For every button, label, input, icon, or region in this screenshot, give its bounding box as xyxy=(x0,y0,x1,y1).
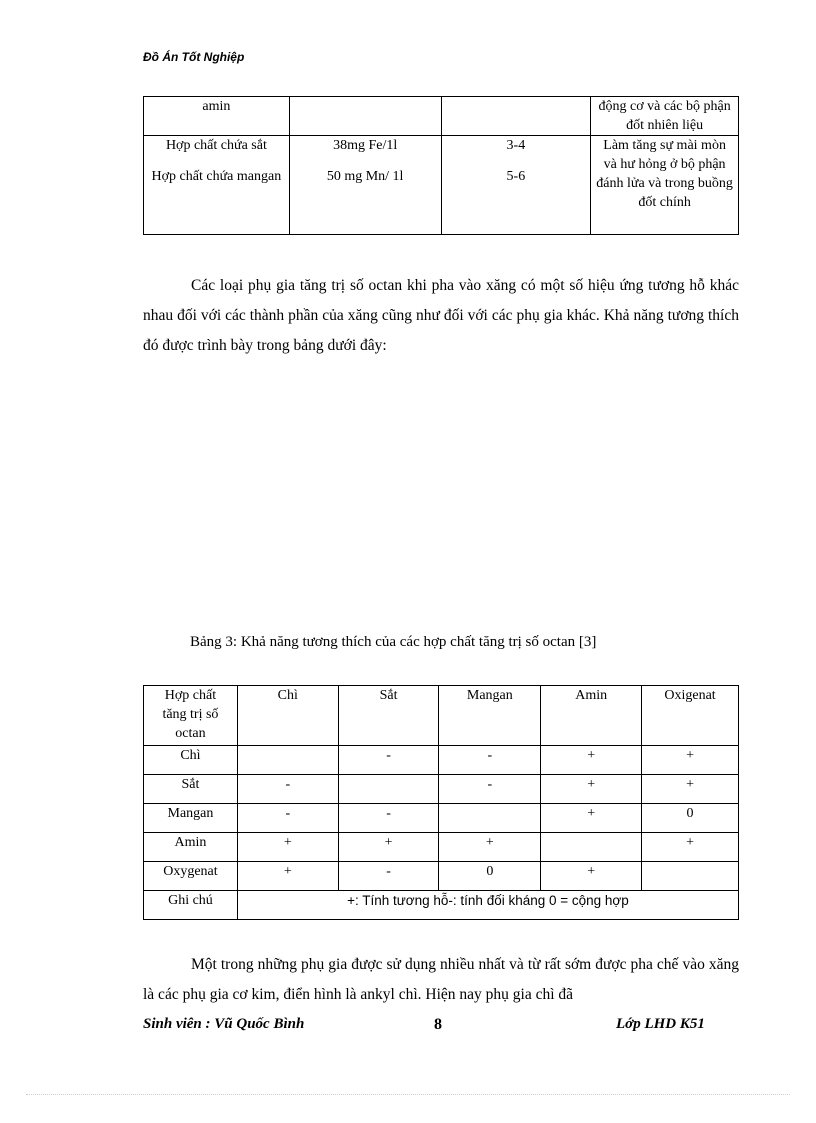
table-cell-text: Hợp chất chứa sắt xyxy=(165,138,267,153)
table-cell: + xyxy=(642,833,739,862)
table-row xyxy=(144,97,739,136)
table-cell xyxy=(541,833,642,862)
compatibility-table xyxy=(143,685,739,920)
table-cell: - xyxy=(237,775,338,804)
table-cell xyxy=(439,804,541,833)
table-header-cell: Chì xyxy=(237,686,338,746)
table-row xyxy=(144,833,739,862)
table-header-cell: Amin xyxy=(541,686,642,746)
table-cell: + xyxy=(541,804,642,833)
table-cell-text: 5-6 xyxy=(506,169,526,184)
footer-class: Lớp LHD K51 xyxy=(616,1016,705,1032)
table-cell: - xyxy=(439,775,541,804)
table-row xyxy=(144,862,739,891)
table-cell: - xyxy=(439,746,541,775)
table-cell: 0 xyxy=(439,862,541,891)
table-cell: + xyxy=(541,746,642,775)
table-cell: - xyxy=(338,804,439,833)
table-cell: Chì xyxy=(144,746,238,775)
table-cell: - xyxy=(338,746,439,775)
table-row xyxy=(144,804,739,833)
table-note-label: Ghi chú xyxy=(144,891,238,920)
document-header: Đồ Án Tốt Nghiệp xyxy=(143,50,245,64)
table-note-text: +: Tính tương hỗ-: tính đối kháng 0 = cộng hợp xyxy=(237,891,738,920)
table-cell: Mangan xyxy=(144,804,238,833)
table-cell: động cơ và các bộ phận đốt nhiên liệu xyxy=(591,97,739,136)
table-caption: Bảng 3: Khả năng tương thích của các hợp chất tăng trị số octan [3] xyxy=(190,634,597,650)
table-cell: + xyxy=(541,862,642,891)
footer-page-number: 8 xyxy=(434,1016,442,1033)
page-bottom-divider xyxy=(26,1094,790,1095)
paragraph-lead-additive xyxy=(143,950,739,1010)
table-row xyxy=(144,136,739,235)
paragraph-text: Các loại phụ gia tăng trị số octan khi pha vào xăng có một số hiệu ứng tương hỗ khác nhau đối với các thành phần của xăng cũng như đối với các phụ gia khác. Khả năng tương thích đó được trình bày trong bảng dưới đây: xyxy=(143,277,739,354)
table-cell xyxy=(144,136,290,235)
table-cell: + xyxy=(642,746,739,775)
table-cell: - xyxy=(237,804,338,833)
table-cell xyxy=(338,775,439,804)
table-cell: amin xyxy=(144,97,290,136)
table-row xyxy=(144,746,739,775)
table-cell: + xyxy=(541,775,642,804)
table-header-cell: Sắt xyxy=(338,686,439,746)
table-cell: Sắt xyxy=(144,775,238,804)
table-cell: 0 xyxy=(642,804,739,833)
table-header-cell: Oxigenat xyxy=(642,686,739,746)
table-cell xyxy=(237,746,338,775)
table-cell: + xyxy=(338,833,439,862)
table-note-row xyxy=(144,891,739,920)
table-cell: + xyxy=(642,775,739,804)
table-cell xyxy=(289,136,441,235)
table-cell: + xyxy=(237,862,338,891)
table-cell: Oxygenat xyxy=(144,862,238,891)
table-cell: Amin xyxy=(144,833,238,862)
table-header-cell: Mangan xyxy=(439,686,541,746)
table-cell: + xyxy=(237,833,338,862)
table-cell: - xyxy=(338,862,439,891)
table-cell xyxy=(441,136,591,235)
table-cell: Làm tăng sự mài mòn và hư hỏng ở bộ phận đánh lửa và trong buồng đốt chính xyxy=(591,136,739,235)
table-cell: + xyxy=(439,833,541,862)
table-header-cell: Hợp chất tăng trị số octan xyxy=(144,686,238,746)
table-cell xyxy=(642,862,739,891)
footer-student: Sinh viên : Vũ Quốc Bình xyxy=(143,1016,305,1032)
table-row xyxy=(144,775,739,804)
table-header-row xyxy=(144,686,739,746)
table-cell xyxy=(289,97,441,136)
table-cell-text: Hợp chất chứa mangan xyxy=(151,169,282,184)
additive-table-continued xyxy=(143,96,739,235)
table-cell-text: 38mg Fe/1l xyxy=(333,138,398,153)
paragraph-text: Một trong những phụ gia được sử dụng nhiều nhất và từ rất sớm được pha chế vào xăng là các phụ gia cơ kim, điển hình là ankyl chì. Hiện nay phụ gia chì đã xyxy=(143,956,739,1003)
table-cell-text: 50 mg Mn/ 1l xyxy=(326,169,404,184)
table-cell xyxy=(441,97,591,136)
table-cell-text: 3-4 xyxy=(506,138,526,153)
paragraph-compatibility xyxy=(143,271,739,361)
